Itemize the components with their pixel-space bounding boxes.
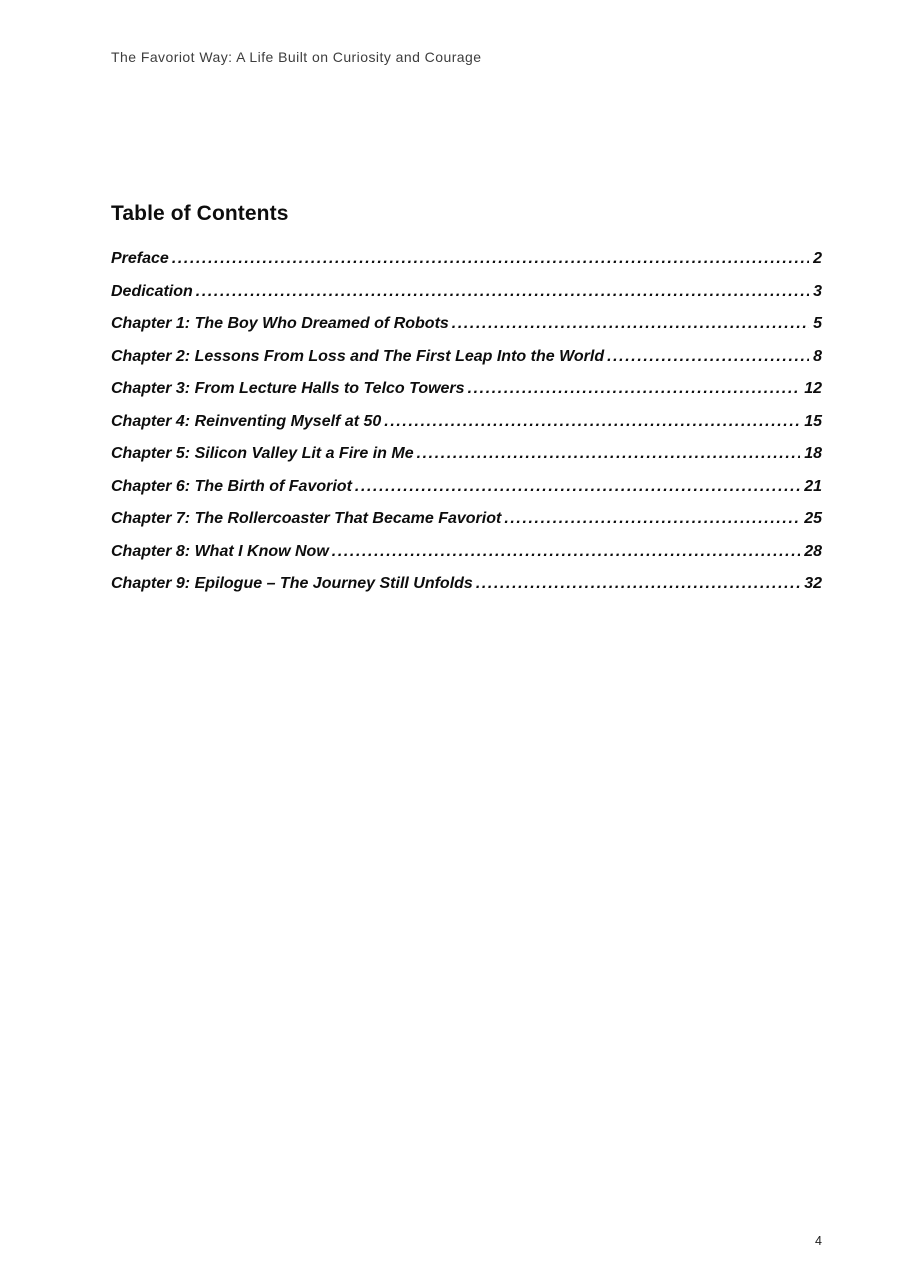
toc-entry-label: Chapter 8: What I Know Now (111, 542, 329, 560)
toc-dot-leader (417, 438, 801, 471)
toc-entry-page: 12 (804, 380, 822, 397)
toc-entry-label: Dedication (111, 282, 193, 300)
toc-entry-label: Chapter 5: Silicon Valley Lit a Fire in Me (111, 445, 414, 462)
toc-list (111, 243, 822, 601)
toc-entry-chapter-6[interactable] (111, 471, 822, 504)
toc-entry-label: Chapter 9: Epilogue – The Journey Still Unfolds (111, 575, 473, 592)
toc-entry-page: 2 (813, 250, 822, 267)
toc-entry-page: 32 (804, 575, 822, 592)
toc-entry-preface[interactable] (111, 243, 822, 276)
toc-entry-chapter-4[interactable] (111, 406, 822, 439)
toc-entry-chapter-7[interactable] (111, 503, 822, 536)
toc-dot-leader (607, 341, 809, 374)
toc-dot-leader (172, 243, 809, 276)
toc-dot-leader (504, 503, 800, 536)
toc-entry-chapter-2[interactable] (111, 341, 822, 374)
toc-entry-page: 8 (813, 347, 822, 365)
toc-entry-page: 5 (813, 315, 822, 332)
toc-dot-leader (332, 536, 800, 569)
toc-dot-leader (452, 308, 809, 341)
toc-entry-label: Preface (111, 250, 169, 267)
toc-dot-leader (476, 568, 800, 601)
running-header: The Favoriot Way: A Life Built on Curiosity and Courage (111, 49, 482, 65)
toc-dot-leader (196, 276, 809, 309)
toc-entry-label: Chapter 2: Lessons From Loss and The First Leap Into the World (111, 347, 605, 365)
toc-entry-chapter-8[interactable] (111, 536, 822, 569)
footer-page-number: 4 (815, 1234, 822, 1248)
toc-dot-leader (355, 471, 800, 504)
toc-heading: Table of Contents (111, 202, 289, 225)
toc-entry-page: 25 (804, 510, 822, 527)
toc-entry-page: 21 (804, 477, 822, 495)
toc-entry-page: 15 (804, 412, 822, 430)
toc-entry-label: Chapter 7: The Rollercoaster That Became Favoriot (111, 510, 502, 527)
toc-dot-leader (384, 406, 800, 439)
toc-entry-label: Chapter 3: From Lecture Halls to Telco Towers (111, 380, 465, 397)
toc-entry-chapter-9[interactable] (111, 568, 822, 601)
toc-entry-page: 28 (804, 542, 822, 560)
toc-entry-page: 3 (813, 282, 822, 300)
toc-entry-dedication[interactable] (111, 276, 822, 309)
toc-entry-label: Chapter 6: The Birth of Favoriot (111, 477, 352, 495)
toc-entry-label: Chapter 4: Reinventing Myself at 50 (111, 412, 382, 430)
toc-dot-leader (468, 373, 801, 406)
toc-entry-label: Chapter 1: The Boy Who Dreamed of Robots (111, 315, 449, 332)
toc-entry-chapter-3[interactable] (111, 373, 822, 406)
toc-entry-chapter-5[interactable] (111, 438, 822, 471)
toc-entry-page: 18 (804, 445, 822, 462)
toc-entry-chapter-1[interactable] (111, 308, 822, 341)
